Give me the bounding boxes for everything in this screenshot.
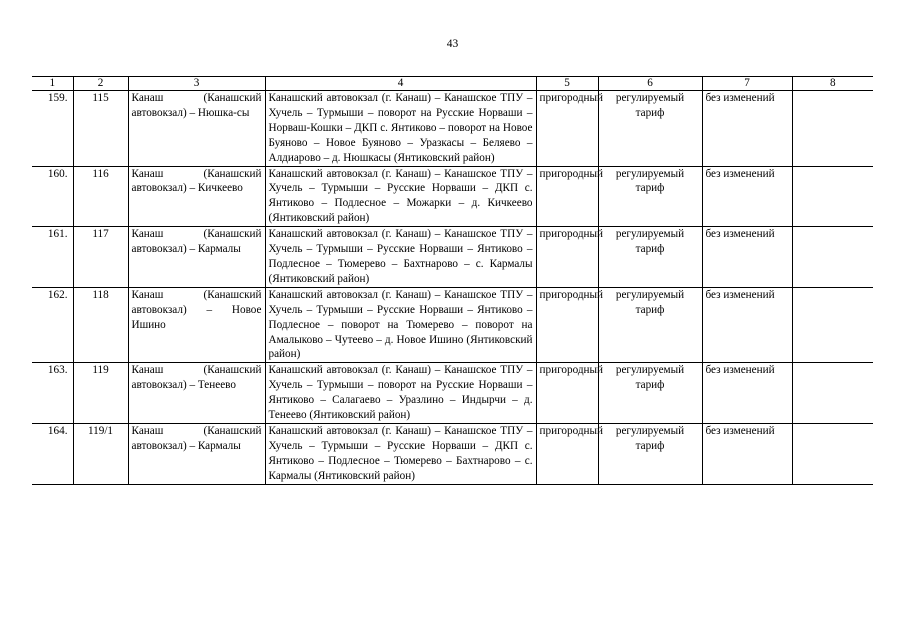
route-extra — [792, 91, 873, 167]
route-number: 119/1 — [73, 423, 128, 484]
route-type: пригородный — [536, 166, 598, 227]
row-number: 164. — [32, 423, 73, 484]
route-status: без изменений — [702, 423, 792, 484]
column-header: 5 — [536, 77, 598, 91]
column-header: 2 — [73, 77, 128, 91]
row-number: 160. — [32, 166, 73, 227]
route-extra — [792, 227, 873, 288]
route-name: Канаш (Канашский автовокзал) – Нюшка-сы — [128, 91, 265, 167]
table-row — [32, 227, 873, 288]
route-path: Канашский автовокзал (г. Канаш) – Канашское ТПУ – Хучель – Турмыши – поворот на Русские Норваши – Норваш-Кошки – ДКП с. Янтиково – поворот на Новое Буяново – Новое Буяново – Уразкасы – Беляево – Алдиарово – д. Нюшкасы (Янтиковский район) — [265, 91, 536, 167]
route-number: 117 — [73, 227, 128, 288]
route-tariff: регулируемый тариф — [598, 287, 702, 363]
route-number: 116 — [73, 166, 128, 227]
row-number: 161. — [32, 227, 73, 288]
route-status: без изменений — [702, 166, 792, 227]
route-tariff: регулируемый тариф — [598, 363, 702, 424]
route-status: без изменений — [702, 91, 792, 167]
route-status: без изменений — [702, 363, 792, 424]
header-row — [32, 77, 873, 91]
route-tariff: регулируемый тариф — [598, 166, 702, 227]
table-row — [32, 287, 873, 363]
column-header: 6 — [598, 77, 702, 91]
route-tariff: регулируемый тариф — [598, 91, 702, 167]
route-status: без изменений — [702, 287, 792, 363]
route-name: Канаш (Канашский автовокзал) – Кичкеево — [128, 166, 265, 227]
route-type: пригородный — [536, 227, 598, 288]
column-header: 8 — [792, 77, 873, 91]
route-path: Канашский автовокзал (г. Канаш) – Канашское ТПУ – Хучель – Турмыши – Русские Норваши – ДКП с. Янтиково – Подлесное – Можарки – д. Кичкеево (Янтиковский район) — [265, 166, 536, 227]
route-extra — [792, 287, 873, 363]
route-extra — [792, 423, 873, 484]
route-type: пригородный — [536, 423, 598, 484]
route-name: Канаш (Канашский автовокзал) – Кармалы — [128, 423, 265, 484]
table-row — [32, 363, 873, 424]
row-number: 162. — [32, 287, 73, 363]
route-path: Канашский автовокзал (г. Канаш) – Канашское ТПУ – Хучель – Турмыши – Русские Норваши – Янтиково – Подлесное – Тюмерево – Бахтнарово – с. Кармалы (Янтиковский район) — [265, 227, 536, 288]
route-number: 115 — [73, 91, 128, 167]
route-name: Канаш (Канашский автовокзал) – Тенеево — [128, 363, 265, 424]
route-tariff: регулируемый тариф — [598, 227, 702, 288]
route-tariff: регулируемый тариф — [598, 423, 702, 484]
route-type: пригородный — [536, 91, 598, 167]
column-header: 3 — [128, 77, 265, 91]
route-number: 118 — [73, 287, 128, 363]
route-name: Канаш (Канашский автовокзал) – Кармалы — [128, 227, 265, 288]
route-path: Канашский автовокзал (г. Канаш) – Канашское ТПУ – Хучель – Турмыши – Русские Норваши – ДКП с. Янтиково – Подлесное – Тюмерево – Бахтнарово – с. Кармалы (Янтиковский район) — [265, 423, 536, 484]
table-row — [32, 91, 873, 167]
column-header: 7 — [702, 77, 792, 91]
route-type: пригородный — [536, 363, 598, 424]
route-type: пригородный — [536, 287, 598, 363]
route-extra — [792, 166, 873, 227]
page-number: 43 — [446, 38, 459, 50]
route-path: Канашский автовокзал (г. Канаш) – Канашское ТПУ – Хучель – Турмыши – Русские Норваши – Янтиково – Подлесное – поворот на Тюмерево – поворот на Амалыково – Чутеево – д. Новое Ишино (Янтиковский район) — [265, 287, 536, 363]
route-status: без изменений — [702, 227, 792, 288]
row-number: 163. — [32, 363, 73, 424]
route-extra — [792, 363, 873, 424]
routes-table — [32, 76, 873, 485]
route-name: Канаш (Канашский автовокзал) – Новое Ишино — [128, 287, 265, 363]
column-header: 1 — [32, 77, 73, 91]
route-number: 119 — [73, 363, 128, 424]
route-path: Канашский автовокзал (г. Канаш) – Канашское ТПУ – Хучель – Турмыши – поворот на Русские Норваши – Янтиково – Салагаево – Уразлино – Индырчи – д. Тенеево (Янтиковский район) — [265, 363, 536, 424]
table-row — [32, 423, 873, 484]
row-number: 159. — [32, 91, 73, 167]
table-row — [32, 166, 873, 227]
column-header: 4 — [265, 77, 536, 91]
